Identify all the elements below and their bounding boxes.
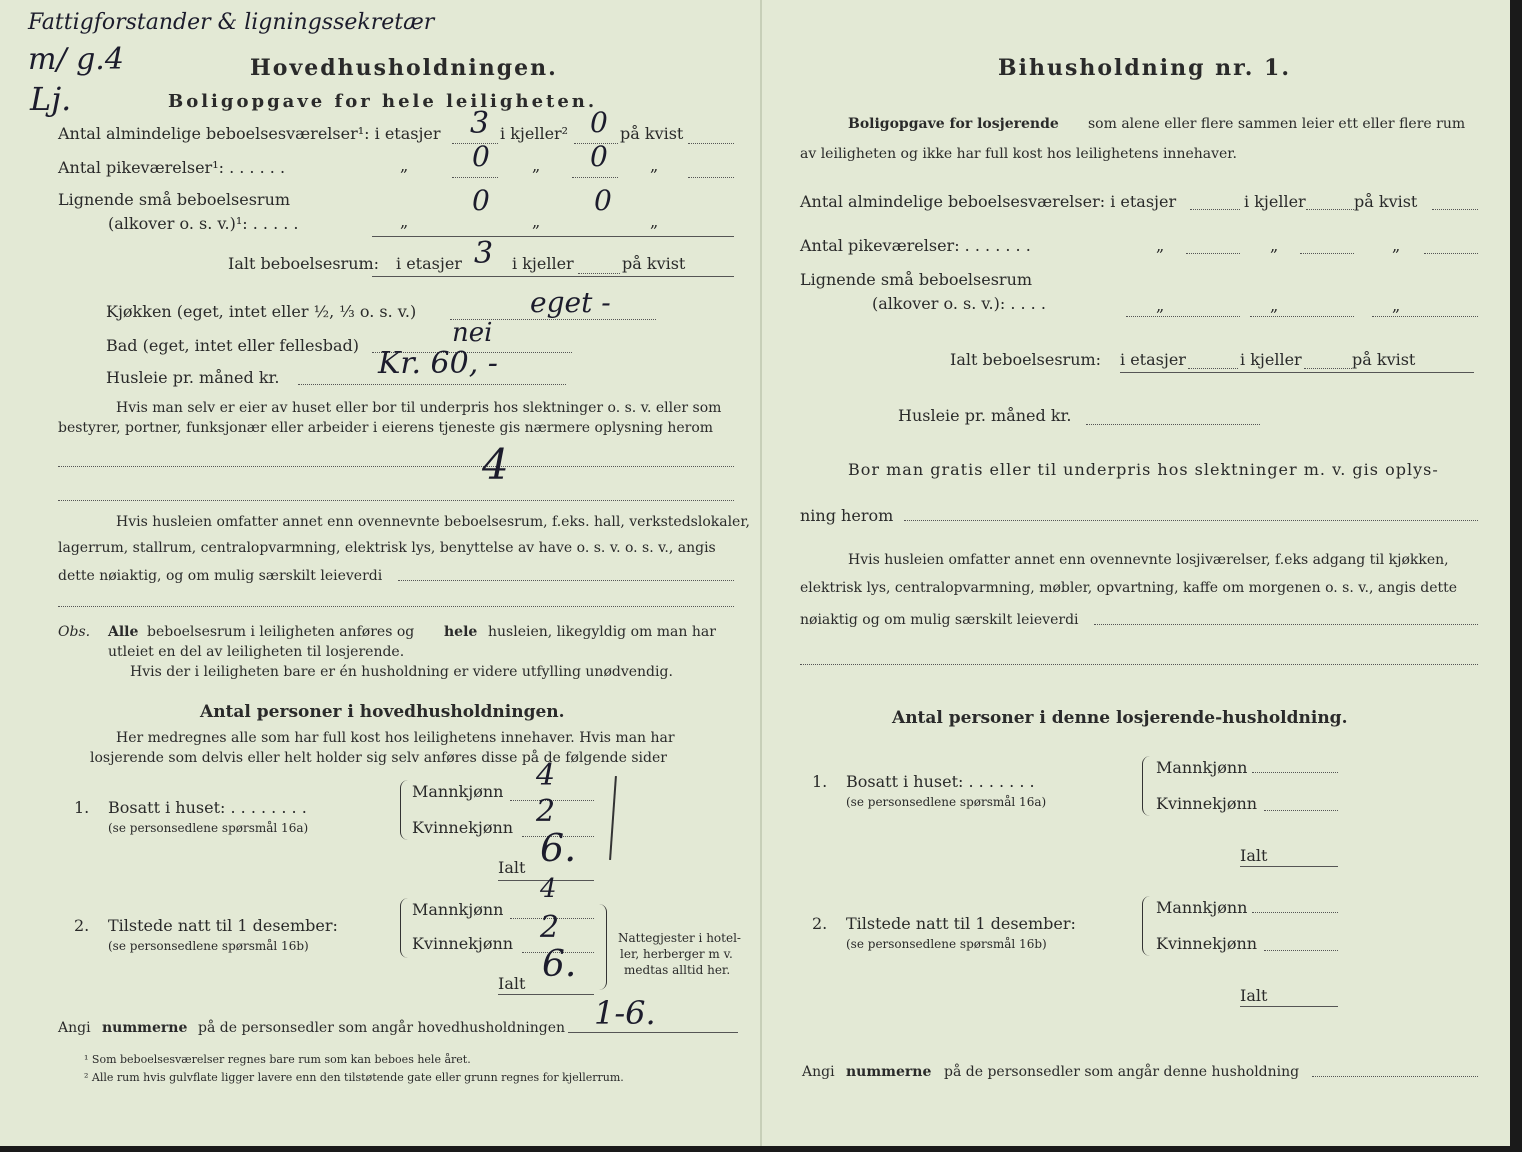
left-q1-ialt-label: Ialt bbox=[498, 858, 526, 877]
right-row1-kvist-label: på kvist bbox=[1354, 192, 1418, 211]
left-title: Hovedhusholdningen. bbox=[250, 55, 558, 81]
right-intro-2: av leiligheten og ikke har full kost hos leilighetens innehaver. bbox=[800, 146, 1237, 162]
handwritten-note-1: Fattigforstander & ligningssekretær bbox=[28, 10, 435, 35]
right-omfatter-2: elektrisk lys, centralopvarmning, møbler, opvartning, kaffe om morgenen o. s. v., angis dette bbox=[800, 580, 1458, 596]
left-angi-value: 1-6. bbox=[594, 994, 656, 1032]
left-ialt-etasjer-label: i etasjer bbox=[396, 254, 462, 273]
right-angi-a: Angi bbox=[802, 1064, 835, 1080]
left-obs-label: Obs. bbox=[58, 624, 91, 640]
right-title: Bihusholdning nr. 1. bbox=[998, 55, 1291, 81]
left-eier-text-1: Hvis man selv er eier av huset eller bor til underpris hos slektninger o. s. v. eller som bbox=[116, 400, 722, 416]
left-q1-sub: (se personsedlene spørsmål 16a) bbox=[108, 821, 309, 835]
left-omfatter-1: Hvis husleien omfatter annet enn ovennevnte beboelsesrum, f.eks. hall, verkstedslokaler, bbox=[116, 514, 750, 530]
right-row3-quote-2: „ bbox=[1270, 296, 1279, 315]
left-obs-text-1b: husleien, likegyldig om man har bbox=[488, 624, 716, 640]
left-husleie-label: Husleie pr. måned kr. bbox=[106, 368, 280, 387]
left-row2-quote-1: „ bbox=[400, 156, 409, 175]
left-subtitle: Boligopgave for hele leiligheten. bbox=[168, 91, 598, 112]
right-row3-label-a: Lignende små beboelsesrum bbox=[800, 270, 1033, 289]
left-footnote-2: ² Alle rum hvis gulvflate ligger lavere enn den tilstøtende gate eller grunn regnes for kjellerrum. bbox=[84, 1071, 624, 1084]
right-q2-mann-label: Mannkjønn bbox=[1156, 898, 1248, 917]
handwritten-note-2: m/ g.4 bbox=[28, 42, 124, 77]
right-row1-label: Antal almindelige beboelsesværelser: i etasjer bbox=[800, 192, 1177, 211]
right-q2-ialt-line bbox=[1240, 1006, 1338, 1007]
left-q2-number: 2. bbox=[74, 916, 90, 935]
left-row1-kvist-label: på kvist bbox=[620, 124, 684, 143]
left-husleie-line bbox=[298, 384, 566, 385]
right-q2-label: Tilstede natt til 1 desember: bbox=[846, 914, 1076, 933]
right-row3-etasjer-line bbox=[1126, 316, 1240, 317]
right-row3-kjeller-line bbox=[1250, 316, 1354, 317]
right-q1-mann-label: Mannkjønn bbox=[1156, 758, 1248, 777]
left-q1-label: Bosatt i huset: . . . . . . . . bbox=[108, 798, 307, 817]
left-ialt-kvist-label: på kvist bbox=[622, 254, 686, 273]
right-angi-line bbox=[1312, 1076, 1478, 1077]
right-omfatter-line-2 bbox=[800, 664, 1478, 665]
left-q2-ialt-label: Ialt bbox=[498, 974, 526, 993]
left-angi-line bbox=[568, 1032, 738, 1033]
left-obs-alle: Alle bbox=[108, 624, 139, 640]
left-bad-label: Bad (eget, intet eller fellesbad) bbox=[106, 336, 359, 355]
left-row2-kvist-line bbox=[688, 177, 734, 178]
right-q1-ialt-label: Ialt bbox=[1240, 846, 1268, 865]
right-gratis-2: ning herom bbox=[800, 506, 894, 525]
right-q2-brace bbox=[1142, 896, 1151, 956]
right-row1-kjeller-label: i kjeller bbox=[1244, 192, 1306, 211]
left-q1-mann-value: 4 bbox=[536, 758, 556, 793]
left-obs-text-3: Hvis der i leiligheten bare er én husholdning er videre utfylling unødvendig. bbox=[130, 664, 673, 680]
left-omfatter-2: lagerrum, stallrum, centralopvarmning, elektrisk lys, benyttelse av have o. s. v. o. s. v., angis bbox=[58, 540, 716, 556]
right-q1-ialt-line bbox=[1240, 866, 1338, 867]
page-fold-divider bbox=[760, 0, 762, 1146]
right-intro-1: som alene eller flere sammen leier ett eller flere rum bbox=[1088, 116, 1466, 132]
right-row2-quote-2: „ bbox=[1270, 236, 1279, 255]
left-row3-quote-1: „ bbox=[400, 212, 409, 231]
left-row1-kjeller-label: i kjeller² bbox=[500, 124, 569, 143]
left-q1-check-mark bbox=[609, 776, 617, 860]
left-q1-number: 1. bbox=[74, 798, 90, 817]
right-row3-kvist-line bbox=[1372, 316, 1478, 317]
left-personer-text-2: losjerende som delvis eller helt holder sig selv anføres disse på de følgende sider bbox=[90, 750, 667, 766]
right-q1-brace bbox=[1142, 756, 1151, 816]
left-q2-right-brace bbox=[598, 904, 607, 990]
left-natt-note-2: ler, herberger m v. bbox=[620, 947, 733, 961]
left-row3-quote-3: „ bbox=[650, 212, 659, 231]
left-bad-value: nei bbox=[452, 318, 493, 348]
left-eier-mark: 4 bbox=[482, 440, 509, 489]
left-q2-kvinne-value: 2 bbox=[540, 910, 560, 945]
left-footnote-1: ¹ Som beboelsesværelser regnes bare rum som kan beboes hele året. bbox=[84, 1053, 471, 1066]
right-q1-mann-line bbox=[1252, 772, 1338, 773]
left-q2-mann-value: 4 bbox=[540, 874, 557, 904]
handwritten-note-3: Lj. bbox=[30, 80, 72, 118]
left-natt-note-3: medtas alltid her. bbox=[624, 963, 731, 977]
right-q2-kvinne-label: Kvinnekjønn bbox=[1156, 934, 1258, 953]
left-omfatter-line-2 bbox=[58, 606, 734, 607]
left-row2-quote-2: „ bbox=[532, 156, 541, 175]
left-row2-kjeller-value: 0 bbox=[590, 140, 608, 173]
right-q2-kvinne-line bbox=[1264, 950, 1338, 951]
left-angi-b: nummerne bbox=[102, 1020, 188, 1036]
left-personer-title: Antal personer i hovedhusholdningen. bbox=[200, 702, 565, 722]
right-row2-kjeller-line bbox=[1300, 253, 1354, 254]
right-personer-title: Antal personer i denne losjerende-husholdning. bbox=[892, 708, 1348, 728]
left-kjokken-label: Kjøkken (eget, intet eller ½, ⅓ o. s. v.) bbox=[106, 302, 417, 321]
left-row2-etasjer-line bbox=[452, 177, 498, 178]
right-angi-c: på de personsedler som angår denne husholdning bbox=[944, 1064, 1300, 1080]
right-angi-b: nummerne bbox=[846, 1064, 932, 1080]
right-q1-label: Bosatt i huset: . . . . . . . bbox=[846, 772, 1035, 791]
right-row2-kvist-line bbox=[1424, 253, 1478, 254]
right-omfatter-1: Hvis husleien omfatter annet enn ovennevnte losjiværelser, f.eks adgang til kjøkken, bbox=[848, 552, 1449, 568]
right-ialt-label: Ialt beboelsesrum: bbox=[950, 350, 1102, 369]
right-husleie-line bbox=[1086, 424, 1260, 425]
left-q2-brace bbox=[400, 898, 409, 958]
right-intro-bold: Boligopgave for losjerende bbox=[848, 116, 1059, 132]
right-row2-quote-1: „ bbox=[1156, 236, 1165, 255]
right-ialt-etasjer-label: i etasjer bbox=[1120, 350, 1186, 369]
right-husleie-label: Husleie pr. måned kr. bbox=[898, 406, 1072, 425]
right-ialt-etasjer-line bbox=[1188, 368, 1238, 369]
left-q2-mann-label: Mannkjønn bbox=[412, 900, 504, 919]
right-row1-kvist-line bbox=[1432, 209, 1478, 210]
right-row1-kjeller-line bbox=[1306, 209, 1354, 210]
left-row2-quote-3: „ bbox=[650, 156, 659, 175]
left-q1-kvinne-label: Kvinnekjønn bbox=[412, 818, 514, 837]
right-ialt-kvist-label: på kvist bbox=[1352, 350, 1416, 369]
left-q2-label: Tilstede natt til 1 desember: bbox=[108, 916, 338, 935]
left-q1-mann-label: Mannkjønn bbox=[412, 782, 504, 801]
left-angi-c: på de personsedler som angår hovedhusholdningen bbox=[198, 1020, 565, 1036]
left-row1-kjeller-value: 0 bbox=[590, 106, 608, 139]
right-q2-number: 2. bbox=[812, 914, 828, 933]
right-omfatter-3: nøiaktig og om mulig særskilt leieverdi bbox=[800, 612, 1079, 628]
right-ialt-rule bbox=[1120, 372, 1474, 373]
left-row3-label-a: Lignende små beboelsesrum bbox=[58, 190, 291, 209]
left-husleie-value: Kr. 60, - bbox=[378, 346, 498, 381]
right-row3-label-b: (alkover o. s. v.): . . . . bbox=[872, 294, 1046, 313]
left-q2-kvinne-label: Kvinnekjønn bbox=[412, 934, 514, 953]
left-row1-etasjer-value: 3 bbox=[470, 106, 490, 141]
left-personer-text-1: Her medregnes alle som har full kost hos leilighetens innehaver. Hvis man har bbox=[116, 730, 675, 746]
left-eier-line-2 bbox=[58, 500, 734, 501]
right-gratis-line bbox=[904, 520, 1478, 521]
left-q1-kvinne-value: 2 bbox=[536, 794, 556, 829]
left-ialt-rule bbox=[372, 276, 734, 277]
left-ialt-etasjer-value: 3 bbox=[474, 236, 494, 271]
left-q2-sub: (se personsedlene spørsmål 16b) bbox=[108, 939, 309, 953]
right-q1-number: 1. bbox=[812, 772, 828, 791]
right-row2-quote-3: „ bbox=[1392, 236, 1401, 255]
left-q2-ialt-line bbox=[498, 994, 594, 995]
right-q2-ialt-label: Ialt bbox=[1240, 986, 1268, 1005]
left-ialt-kjeller-label: i kjeller bbox=[512, 254, 574, 273]
left-omfatter-line-1 bbox=[398, 580, 734, 581]
left-row3-label-b: (alkover o. s. v.)¹: . . . . . bbox=[108, 214, 299, 233]
left-row3-kjeller-value: 0 bbox=[594, 184, 612, 217]
left-row1-kvist-line bbox=[688, 143, 734, 144]
left-kjokken-value: eget - bbox=[530, 286, 611, 319]
left-obs-text-2: utleiet en del av leiligheten til losjerende. bbox=[108, 644, 405, 660]
left-row1-label: Antal almindelige beboelsesværelser¹: i etasjer bbox=[58, 124, 441, 143]
left-q2-ialt-value: 6. bbox=[542, 944, 577, 985]
right-gratis-1: Bor man gratis eller til underpris hos slektninger m. v. gis oplys- bbox=[848, 460, 1439, 479]
left-ialt-label: Ialt beboelsesrum: bbox=[228, 254, 380, 273]
right-row1-etasjer-line bbox=[1190, 209, 1240, 210]
left-row2-kjeller-line bbox=[572, 177, 618, 178]
right-omfatter-line-1 bbox=[1094, 624, 1478, 625]
right-q1-kvinne-label: Kvinnekjønn bbox=[1156, 794, 1258, 813]
left-omfatter-3: dette nøiaktig, og om mulig særskilt leieverdi bbox=[58, 568, 383, 584]
left-obs-text-1a: beboelsesrum i leiligheten anføres og bbox=[147, 624, 415, 640]
right-row2-etasjer-line bbox=[1186, 253, 1240, 254]
right-ialt-kjeller-line bbox=[1304, 368, 1352, 369]
right-row2-label: Antal pikeværelser: . . . . . . . bbox=[800, 236, 1031, 255]
left-row3-etasjer-value: 0 bbox=[472, 184, 490, 217]
right-ialt-kjeller-label: i kjeller bbox=[1240, 350, 1302, 369]
left-obs-hele: hele bbox=[444, 624, 478, 640]
left-row3-quote-2: „ bbox=[532, 212, 541, 231]
left-ialt-kjeller-line bbox=[578, 273, 620, 274]
right-row3-quote-1: „ bbox=[1156, 296, 1165, 315]
left-row2-etasjer-value: 0 bbox=[472, 140, 490, 173]
left-row2-label: Antal pikeværelser¹: . . . . . . bbox=[58, 158, 286, 177]
left-eier-line-1 bbox=[58, 466, 734, 467]
left-q1-brace bbox=[400, 780, 409, 840]
left-natt-note-1: Nattegjester i hotel- bbox=[618, 931, 741, 945]
left-angi-a: Angi bbox=[58, 1020, 91, 1036]
left-eier-text-2: bestyrer, portner, funksjonær eller arbeider i eierens tjeneste gis nærmere oplysning herom bbox=[58, 420, 714, 436]
right-q2-mann-line bbox=[1252, 912, 1338, 913]
right-q1-sub: (se personsedlene spørsmål 16a) bbox=[846, 795, 1047, 809]
left-q1-ialt-value: 6. bbox=[540, 826, 577, 870]
right-row3-quote-3: „ bbox=[1392, 296, 1401, 315]
right-q2-sub: (se personsedlene spørsmål 16b) bbox=[846, 937, 1047, 951]
left-row3-rule bbox=[372, 236, 734, 237]
right-q1-kvinne-line bbox=[1264, 810, 1338, 811]
